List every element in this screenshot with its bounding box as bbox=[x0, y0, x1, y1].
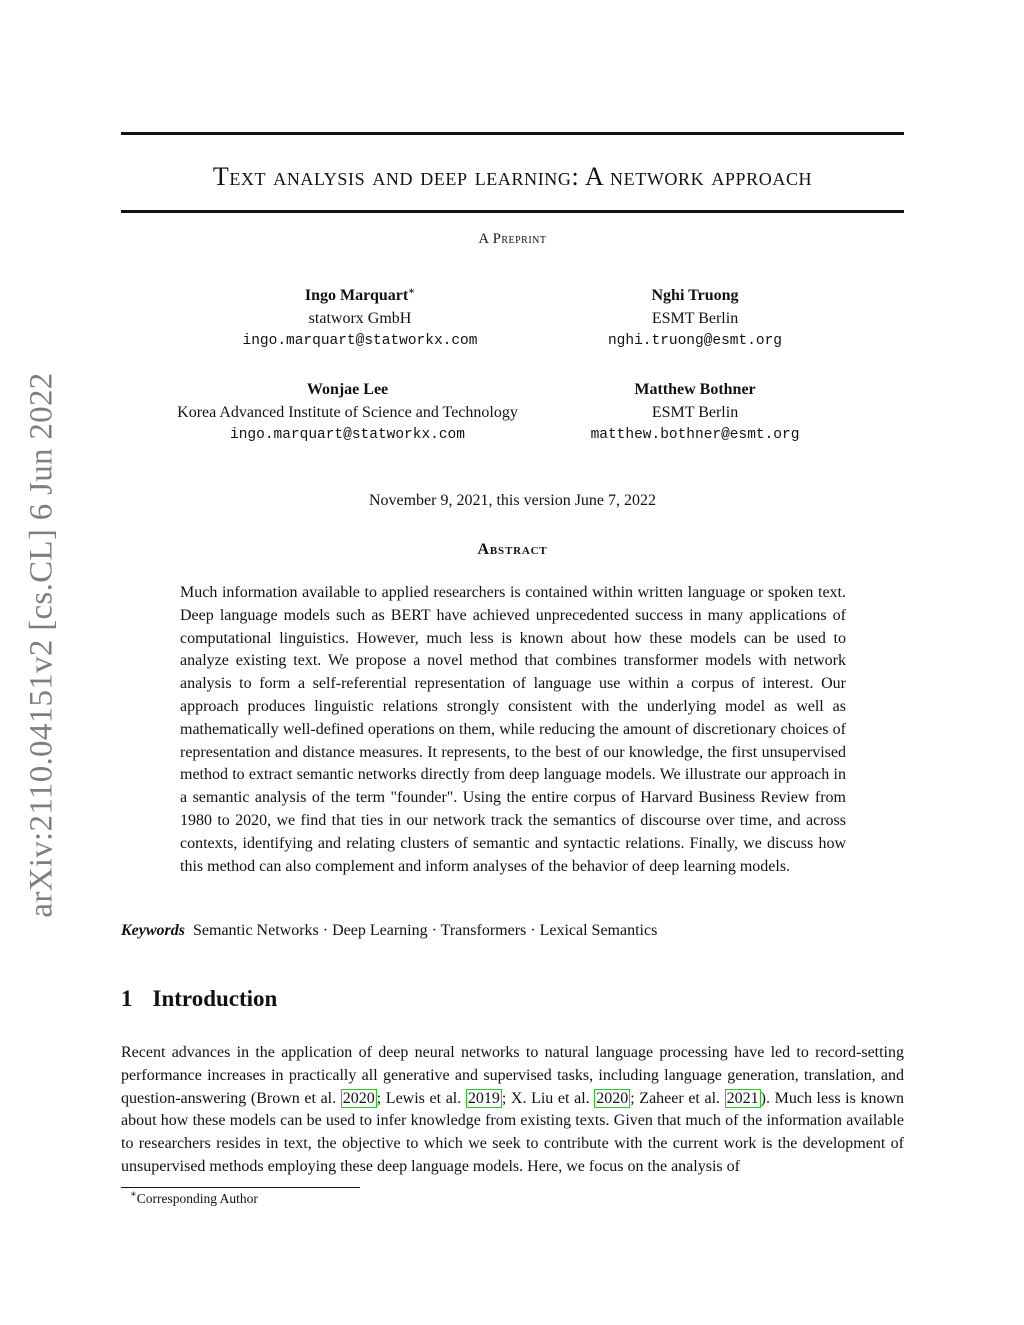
keywords-label: Keywords bbox=[121, 922, 185, 939]
title-bottom-rule bbox=[121, 210, 904, 213]
author-email[interactable]: matthew.bothner@esmt.org bbox=[590, 427, 800, 443]
citation-link[interactable]: 2019 bbox=[467, 1089, 500, 1107]
title-top-rule bbox=[121, 132, 904, 135]
keywords-list: Semantic Networks · Deep Learning · Transformers · Lexical Semantics bbox=[193, 922, 658, 939]
keywords-line bbox=[121, 922, 904, 940]
author-block bbox=[170, 284, 550, 353]
section-number: 1 bbox=[121, 986, 133, 1011]
author-name: Nghi Truong bbox=[651, 287, 739, 304]
arxiv-identifier: arXiv:2110.04151v2 [cs.CL] 6 Jun 2022 bbox=[23, 372, 60, 918]
citation-link[interactable]: 2020 bbox=[596, 1089, 629, 1107]
author-name: Ingo Marquart∗ bbox=[304, 286, 416, 304]
footnote-rule bbox=[121, 1187, 360, 1188]
abstract-text: Much information available to applied researchers is contained within written language or spoken text. Deep language models such as BERT have achieved unprecedented success in many applications of computational linguistics. However, much less is known about how these models can be used to analyze existing text. We propose a novel method that combines transformer models with network analysis to form a self-referential representation of language use within a corpus of interest. Our approach produces linguistic relations strongly consistent with the underlying model as well as mathematically well-defined operations on them, while reducing the amount of discretionary choices of representation and distance measures. It represents, to the best of our knowledge, the first unsupervised method to extract semantic networks directly from deep language models. We illustrate our approach in a semantic analysis of the term "founder". Using the entire corpus of Harvard Business Review from 1980 to 2020, we find that ties in our network track the semantics of discourse over time, and across contexts, identifying and relating clusters of semantic and syntactic relations. Finally, we discuss how this method can also complement and inform analyses of the behavior of deep learning models. bbox=[180, 584, 846, 875]
author-email[interactable]: nghi.truong@esmt.org bbox=[607, 333, 783, 349]
author-affiliation: ESMT Berlin bbox=[651, 404, 739, 421]
author-block bbox=[560, 284, 830, 353]
author-block bbox=[560, 378, 830, 447]
author-block bbox=[150, 378, 545, 447]
author-email[interactable]: ingo.marquart@statworkx.com bbox=[230, 427, 465, 443]
author-name: Wonjae Lee bbox=[306, 381, 389, 398]
author-name: Matthew Bothner bbox=[634, 381, 756, 398]
footnote-mark: ∗ bbox=[130, 1189, 137, 1200]
citation-link[interactable]: 2020 bbox=[342, 1089, 375, 1107]
section-title: Introduction bbox=[152, 986, 278, 1011]
preprint-label: A Preprint bbox=[478, 231, 547, 247]
abstract-heading: Abstract bbox=[477, 541, 548, 558]
author-email[interactable]: ingo.marquart@statworkx.com bbox=[242, 333, 478, 349]
section-heading bbox=[121, 986, 277, 1012]
author-affiliation: ESMT Berlin bbox=[651, 310, 739, 327]
footnote: ∗Corresponding Author bbox=[130, 1189, 258, 1206]
author-affiliation: statworx GmbH bbox=[308, 310, 412, 327]
paper-date: November 9, 2021, this version June 7, 2022 bbox=[368, 492, 657, 509]
citation-link[interactable]: 2021 bbox=[726, 1089, 759, 1107]
author-affiliation: Korea Advanced Institute of Science and Technology bbox=[177, 404, 518, 421]
paper-title: Text analysis and deep learning: A network approach bbox=[212, 162, 813, 191]
introduction-paragraph: Recent advances in the application of deep neural networks to natural language processing have led to record-setting performance increases in practically all generative and supervised tasks, including language generation, translation, and question-answering (Brown et al. 2020 ; Lewis et al. 2019 ; X. Liu et al. 2020 ; Zaheer et al. 2021 ). Much less is known about how these models can be used to infer knowledge from existing texts. Given that much of the information available to researchers resides in text, the objective to which we seek to contribute with the current work is the development of unsupervised methods employing these deep language models. Here, we focus on the analysis of bbox=[121, 1044, 905, 1175]
footnote-marker: ∗ bbox=[408, 286, 416, 297]
